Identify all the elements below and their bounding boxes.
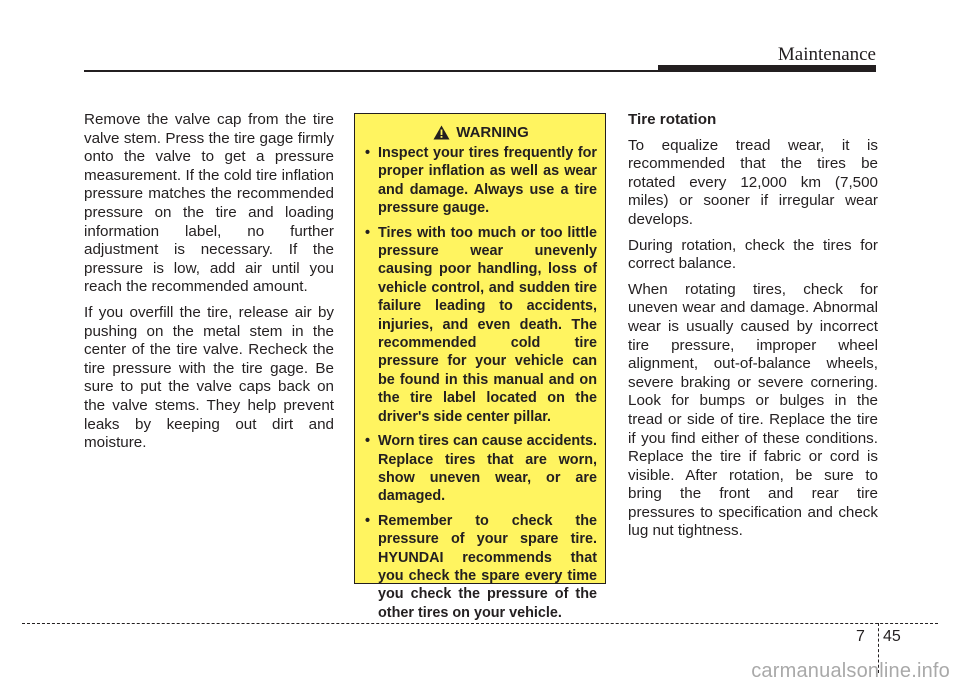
paragraph: If you overfill the tire, release air by pushing on the metal stem in the center of the tire valve. Recheck the tire pressure with the tire gage. Be sure to put the valve caps back on the valve stems. They help prevent leaks by keeping out dirt and moisture. [84, 303, 334, 452]
warning-item: • Tires with too much or too little pressure wear unevenly causing poor handling, loss of vehicle control, and sudden tire failure leading to accidents, injuries, and even death. The recommended cold tire pressure for your vehicle can be found in this manual and on the tire label located on the driver's side center pillar. [365, 224, 597, 426]
watermark: carmanualsonline.info [751, 660, 950, 682]
warning-item: • Worn tires can cause accidents. Replace tires that are worn, show uneven wear, or are damaged. [365, 432, 597, 506]
paragraph: When rotating tires, check for uneven wear and damage. Abnormal wear is usually caused by incorrect tire pressure, improper wheel alignment, out-of-balance wheels, severe braking or severe cornering. Look for bumps or bulges in the tread or side of tire. Replace the tire if you find either of these conditions. Replace the tire if fabric or cord is visible. After rotation, be sure to bring the front and rear tire pressures to specification and check lug nut tightness. [628, 280, 878, 540]
warning-title: WARNING [456, 124, 529, 141]
warning-box [354, 113, 606, 621]
section-heading: Tire rotation [628, 111, 717, 128]
left-column [84, 111, 334, 460]
warning-list [365, 144, 597, 622]
warning-item: • Inspect your tires frequently for proper inflation as well as wear and damage. Always use a tire pressure gauge. [365, 144, 597, 218]
paragraph: To equalize tread wear, it is recommended that the tires be rotated every 12,000 km (7,500 miles) or sooner if irregular wear develops. [628, 136, 878, 228]
warning-triangle-icon [433, 125, 450, 140]
paragraph: Remove the valve cap from the tire valve stem. Press the tire gage firmly onto the valve to get a pressure measurement. If the cold tire inflation pressure matches the recommended pressure on the tire and loading information label, no further adjustment is necessary. If the pressure is low, add air until you reach the recommended amount. [84, 111, 334, 296]
paragraph: During rotation, check the tires for correct balance. [628, 236, 878, 273]
warning-item: • Remember to check the pressure of your spare tire. HYUNDAI recommends that you check the spare every time you check the pressure of the other tires on your vehicle. [365, 512, 597, 622]
header-title: Maintenance [777, 44, 876, 65]
header-rule-accent [658, 65, 876, 72]
warning-heading [365, 124, 597, 141]
footer-rule [22, 623, 938, 624]
right-column [628, 111, 878, 548]
chapter-number: 7 [856, 628, 865, 645]
page-number: 45 [883, 628, 901, 645]
